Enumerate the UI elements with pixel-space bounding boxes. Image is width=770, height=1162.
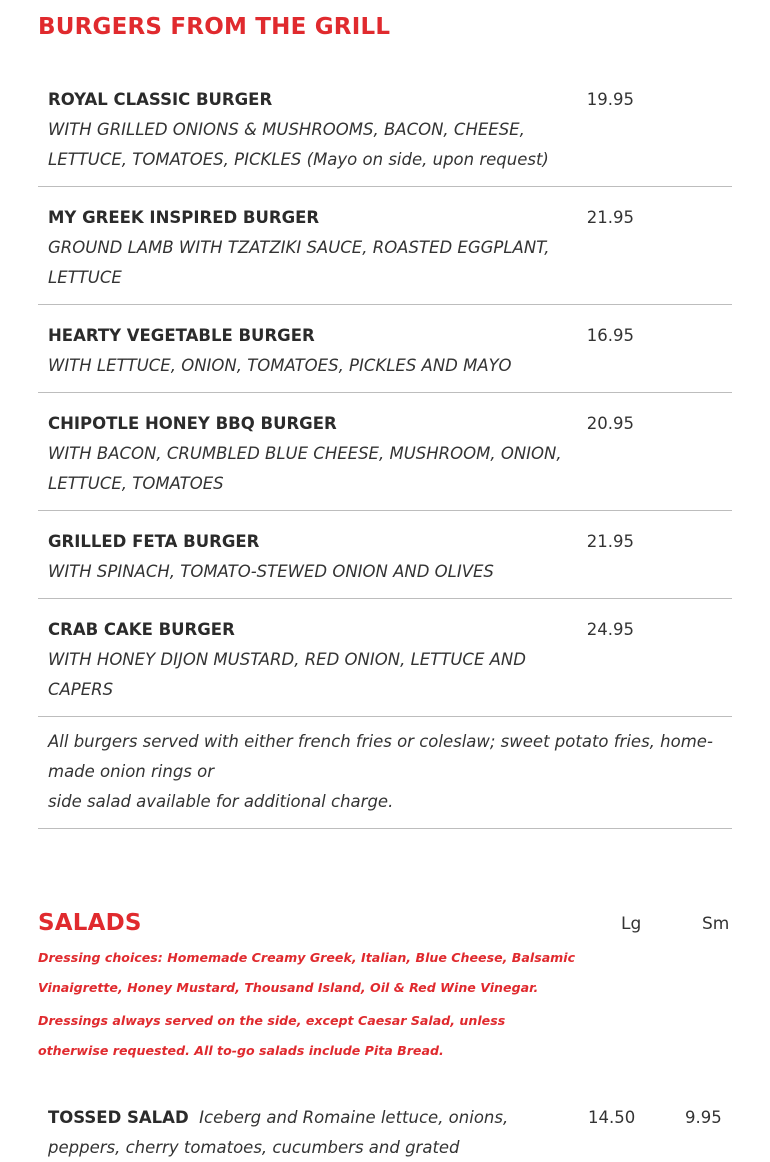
menu-item <box>38 511 732 599</box>
item-name: HEARTY VEGETABLE BURGER <box>48 326 315 345</box>
salads-section-title: SALADS <box>38 910 142 936</box>
burger-sides-note <box>38 717 732 829</box>
item-description: GROUND LAMB WITH TZATZIKI SAUCE, ROASTED EGGPLANT, LETTUCE <box>48 238 550 287</box>
item-description: WITH BACON, CRUMBLED BLUE CHEESE, MUSHROOM, ONION, LETTUCE, TOMATOES <box>48 444 562 493</box>
note-line-1: All burgers served with either french fries or coleslaw; sweet potato fries, home-made onion rings or <box>48 732 713 781</box>
salad-description: Iceberg and Romaine lettuce, onions, peppers, cherry tomatoes, cucumbers and grated <box>48 1108 509 1157</box>
item-name: CRAB CAKE BURGER <box>48 620 235 639</box>
salad-price-small: 9.95 <box>685 1108 722 1127</box>
menu-item <box>38 69 732 187</box>
salad-text <box>48 1103 548 1162</box>
size-small-header: Sm <box>702 914 730 934</box>
item-price: 24.95 <box>586 620 634 639</box>
menu-item <box>38 187 732 305</box>
item-name: MY GREEK INSPIRED BURGER <box>48 208 320 227</box>
note-line-2: side salad available for additional charge. <box>48 792 394 811</box>
salad-price-large: 14.50 <box>588 1108 636 1127</box>
item-name: CHIPOTLE HONEY BBQ BURGER <box>48 414 337 433</box>
item-price: 16.95 <box>586 326 634 345</box>
menu-item <box>38 599 732 717</box>
dressing-choices: Dressing choices: Homemade Creamy Greek, Italian, Blue Cheese, Balsamic Vinaigrette, Honey Mustard, Thousand Island, Oil & Red Wine Vinegar. <box>38 950 576 995</box>
burger-menu-list <box>38 69 732 829</box>
size-large-header: Lg <box>621 914 642 934</box>
salad-item <box>48 1103 732 1162</box>
dressing-notice <box>38 943 578 1066</box>
salad-name: TOSSED SALAD <box>48 1108 189 1127</box>
item-name: GRILLED FETA BURGER <box>48 532 260 551</box>
menu-item <box>38 305 732 393</box>
menu-item <box>38 393 732 511</box>
burgers-section-title: BURGERS FROM THE GRILL <box>38 14 391 40</box>
item-description: WITH SPINACH, TOMATO-STEWED ONION AND OLIVES <box>48 562 494 581</box>
item-description: WITH HONEY DIJON MUSTARD, RED ONION, LETTUCE AND CAPERS <box>48 650 526 699</box>
dressing-policy: Dressings always served on the side, except Caesar Salad, unless otherwise requested. All to-go salads include Pita Bread. <box>38 1013 506 1058</box>
item-price: 21.95 <box>586 532 634 551</box>
item-price: 19.95 <box>586 90 634 109</box>
item-price: 20.95 <box>586 414 634 433</box>
item-description: WITH GRILLED ONIONS & MUSHROOMS, BACON, CHEESE, LETTUCE, TOMATOES, PICKLES (Mayo on side, upon request) <box>48 120 549 169</box>
item-price: 21.95 <box>586 208 634 227</box>
item-description: WITH LETTUCE, ONION, TOMATOES, PICKLES AND MAYO <box>48 356 512 375</box>
item-name: ROYAL CLASSIC BURGER <box>48 90 273 109</box>
